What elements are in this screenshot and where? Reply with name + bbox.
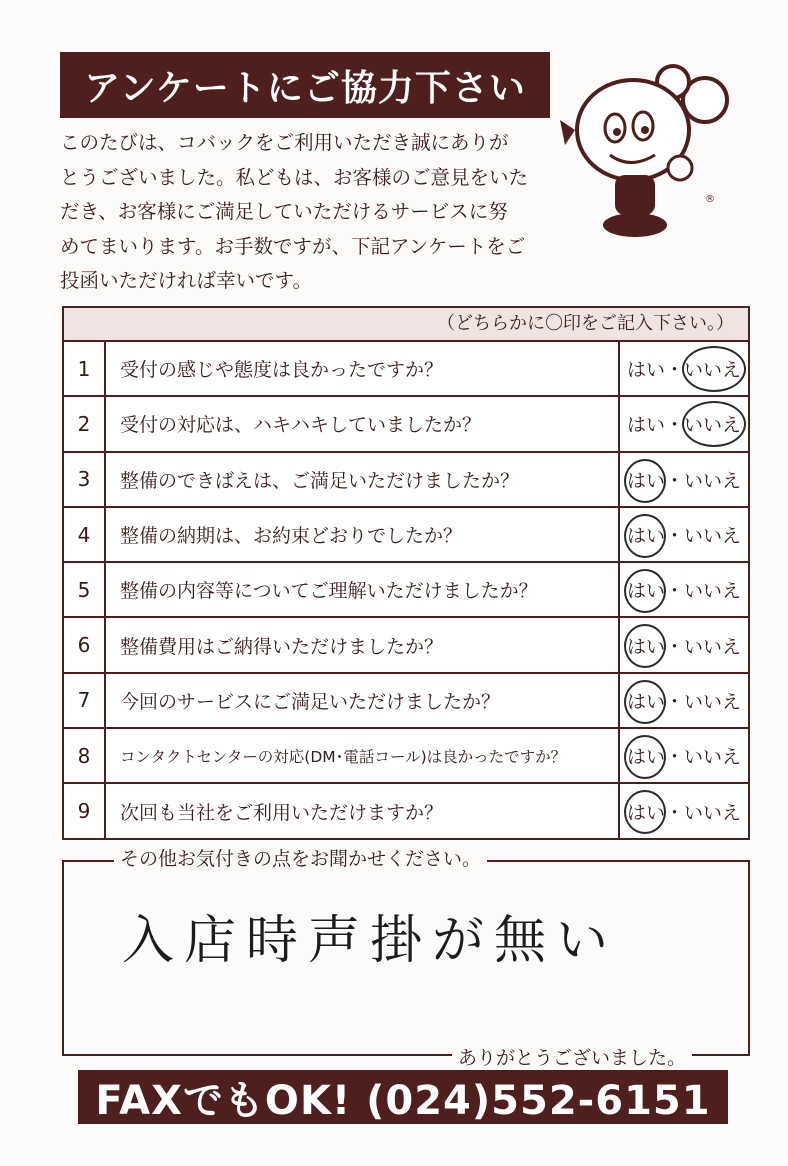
answer-yes[interactable]: はい — [626, 359, 665, 382]
handwritten-comment: 入店時声掛が無い — [122, 911, 619, 971]
answer-yes[interactable]: はい — [626, 414, 665, 437]
survey-row — [64, 453, 748, 508]
answer-separator: ・ — [664, 525, 684, 548]
survey-row — [64, 508, 748, 563]
survey-instruction: （どちらかに〇印をご記入下さい。） — [64, 308, 748, 342]
question-text: 今回のサービスにご満足いただけましたか？ — [120, 690, 501, 713]
selected-circle-mark — [624, 735, 666, 779]
question-text: 整備の内容等についてご理解いただけましたか？ — [120, 580, 538, 603]
selected-circle-mark — [624, 459, 666, 503]
survey-table — [62, 306, 750, 840]
answer-choice[interactable] — [618, 729, 748, 782]
question-text: 整備の納期は、お約束どおりでしたか？ — [120, 525, 463, 548]
question-number: 5 — [64, 563, 106, 616]
answer-yes[interactable]: はい — [626, 746, 665, 769]
answer-no[interactable]: いいえ — [684, 525, 742, 548]
answer-choice[interactable] — [618, 508, 748, 561]
answer-separator: ・ — [664, 414, 684, 437]
survey-row — [64, 563, 748, 618]
registered-mark: ® — [705, 194, 715, 205]
thanks-text: ありがとうございました。 — [452, 1043, 692, 1070]
intro-line: めてまいります。お手数ですが、下記アンケートをご — [60, 234, 526, 258]
intro-text — [60, 126, 560, 299]
answer-separator: ・ — [664, 801, 684, 824]
answer-choice[interactable] — [618, 618, 748, 671]
answer-yes[interactable]: はい — [626, 801, 665, 824]
answer-no[interactable]: いいえ — [684, 746, 742, 769]
answer-choice[interactable] — [618, 674, 748, 727]
comments-box — [62, 848, 750, 1069]
answer-no[interactable]: いいえ — [684, 469, 742, 492]
answer-separator: ・ — [664, 690, 684, 713]
answer-no[interactable]: いいえ — [684, 690, 742, 713]
question-number: 4 — [64, 508, 106, 561]
survey-row — [64, 729, 748, 784]
answer-choice[interactable] — [618, 453, 748, 506]
question-number: 8 — [64, 729, 106, 782]
question-number: 7 — [64, 674, 106, 727]
answer-choice[interactable] — [618, 397, 748, 450]
question-text: 受付の対応は、ハキハキしていましたか？ — [120, 414, 482, 437]
survey-row — [64, 784, 748, 837]
survey-row — [64, 618, 748, 673]
question-number: 6 — [64, 618, 106, 671]
answer-no[interactable]: いいえ — [684, 414, 742, 437]
comments-label: その他お気付きの点をお聞かせください。 — [114, 844, 487, 871]
survey-row — [64, 342, 748, 397]
kobac-mascot-icon — [555, 60, 730, 250]
intro-line: 投函いただければ幸いです。 — [60, 269, 312, 292]
question-number: 1 — [64, 342, 106, 395]
intro-line: だき、お客様にご満足していただけるサービスに努 — [60, 200, 508, 223]
answer-no[interactable]: いいえ — [684, 580, 742, 603]
answer-yes[interactable]: はい — [626, 690, 665, 713]
selected-circle-mark — [624, 514, 666, 558]
selected-circle-mark — [624, 624, 666, 668]
question-text: 受付の感じや態度は良かったですか？ — [120, 359, 444, 382]
question-number: 9 — [64, 784, 106, 837]
answer-no[interactable]: いいえ — [684, 801, 742, 824]
answer-yes[interactable]: はい — [626, 580, 665, 603]
answer-separator: ・ — [664, 580, 684, 603]
answer-no[interactable]: いいえ — [684, 359, 742, 382]
answer-separator: ・ — [664, 469, 684, 492]
answer-choice[interactable] — [618, 563, 748, 616]
answer-no[interactable]: いいえ — [684, 635, 742, 658]
answer-separator: ・ — [664, 359, 684, 382]
question-number: 3 — [64, 453, 106, 506]
survey-row — [64, 397, 748, 452]
intro-line: このたびは、コバックをご利用いただき誠にありが — [60, 131, 509, 154]
survey-title: アンケートにご協力下さい — [60, 52, 550, 118]
question-text: 次回も当社をご利用いただけますか？ — [120, 801, 444, 824]
question-text: 整備費用はご納得いただけましたか？ — [120, 635, 444, 658]
selected-circle-mark — [624, 790, 666, 834]
selected-circle-mark — [624, 680, 666, 724]
question-number: 2 — [64, 397, 106, 450]
fax-banner: FAXでもOK! (024)552-6151 — [78, 1070, 728, 1124]
answer-separator: ・ — [664, 746, 684, 769]
question-text: コンタクトセンターの対応(DM･電話コール)は良かったですか？ — [120, 747, 567, 766]
selected-circle-mark — [624, 569, 666, 613]
answer-choice[interactable] — [618, 784, 748, 837]
intro-line: とうございました。私どもは、お客様のご意見をいた — [60, 165, 529, 189]
answer-separator: ・ — [664, 635, 684, 658]
answer-choice[interactable] — [618, 342, 748, 395]
selected-circle-mark — [682, 401, 746, 447]
selected-circle-mark — [682, 346, 746, 392]
answer-yes[interactable]: はい — [626, 469, 665, 492]
question-text: 整備のできばえは、ご満足いただけましたか？ — [120, 469, 520, 492]
answer-yes[interactable]: はい — [626, 635, 665, 658]
answer-yes[interactable]: はい — [626, 525, 665, 548]
survey-row — [64, 674, 748, 729]
